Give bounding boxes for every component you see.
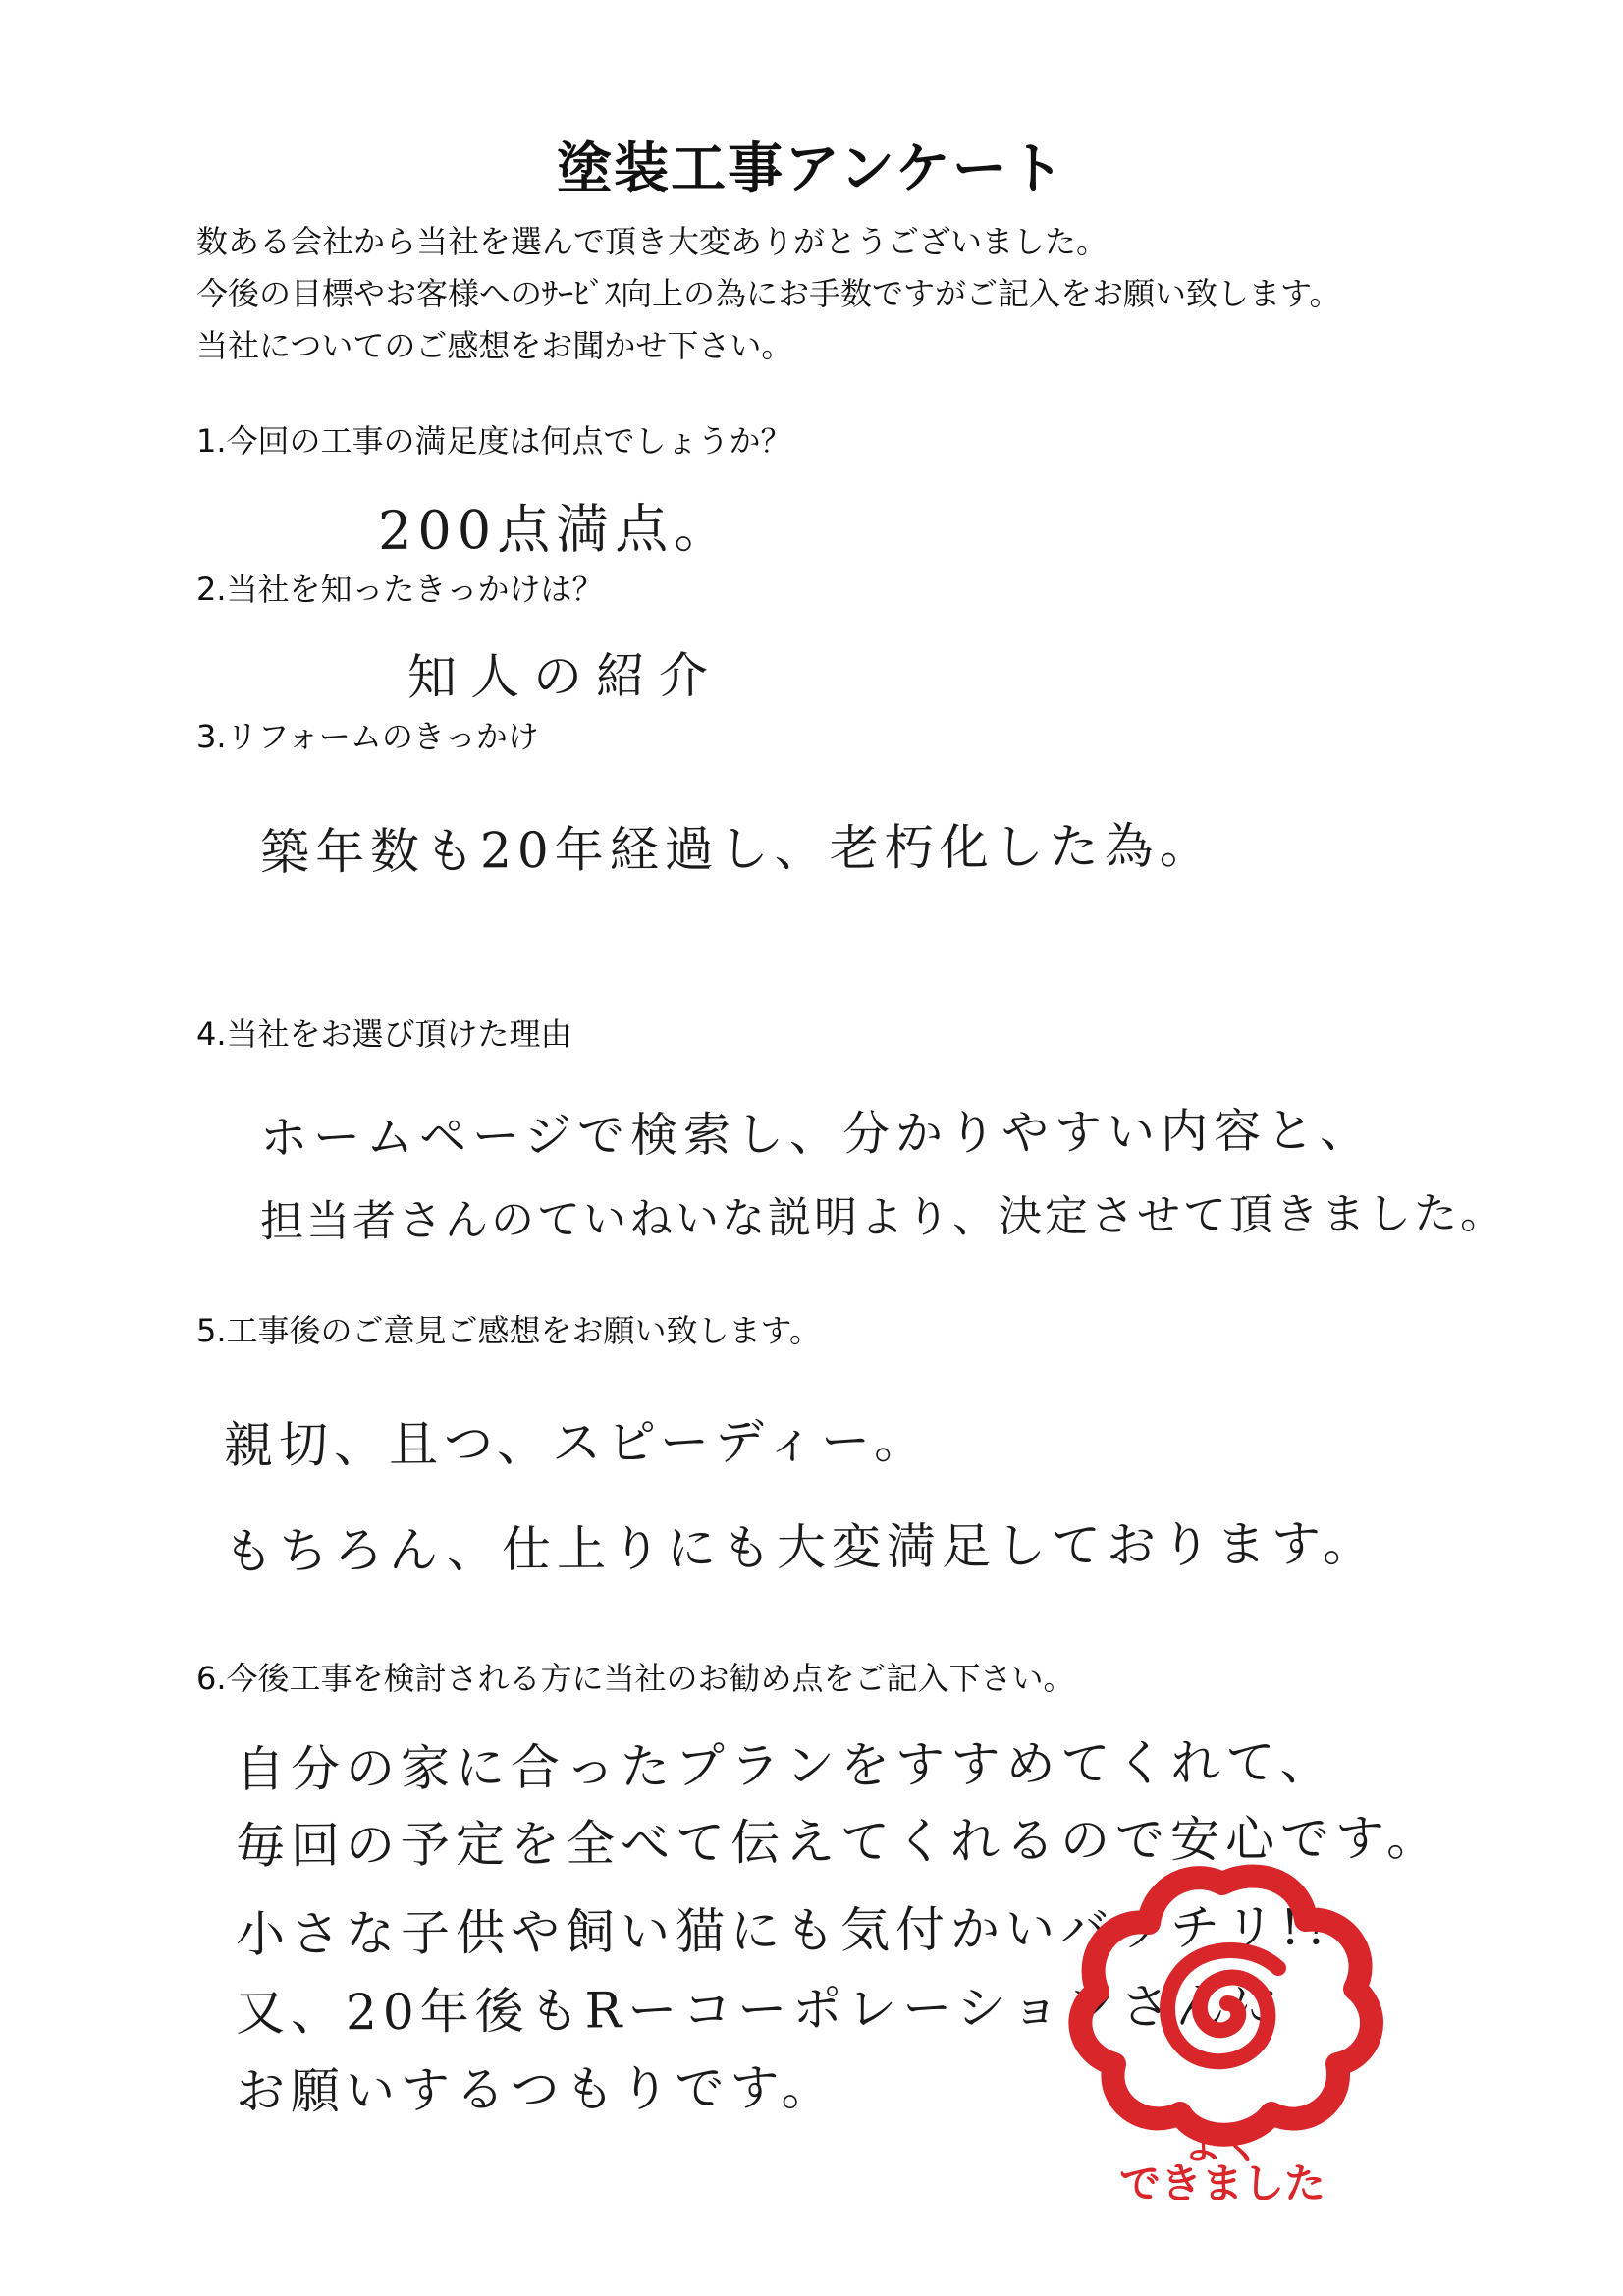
stamp-text-line: できました: [1118, 2159, 1326, 2200]
question-5-label: 5.工事後のご意見ご感想をお願い致します。: [196, 1312, 821, 1349]
question-2-label: 2.当社を知ったきっかけは？: [196, 571, 604, 608]
intro-line: 当社についてのご感想をお聞かせ下さい。: [196, 327, 793, 364]
question-6-answer-line: 又、20年後もRーコーポレーションさんに: [235, 1977, 1286, 2042]
question-6-answer-line: お願いするつもりです。: [235, 2058, 837, 2120]
question-1-answer: 200点満点。: [377, 497, 733, 562]
page-title: 塗装工事アンケート: [557, 137, 1066, 201]
question-4-label: 4.当社をお選び頂けた理由: [196, 1015, 572, 1053]
intro-line: 数ある会社から当社を選んで頂き大変ありがとうございました。: [196, 223, 1109, 260]
question-2-answer: 知人の紹介: [406, 646, 723, 706]
question-6-label: 6.今後工事を検討される方に当社のお勧め点をご記入下さい。: [196, 1660, 1075, 1697]
question-1-label: 1.今回の工事の満足度は何点でしょうか？: [196, 422, 792, 460]
intro-line: 今後の目標やお客様へのｻｰﾋﾞｽ向上の為にお手数ですがご記入をお願い致します。: [196, 275, 1341, 312]
question-3-label: 3.リフォームのきっかけ: [196, 718, 539, 755]
question-4-answer-line: ホームページで検索し、分かりやすい内容と、: [259, 1103, 1374, 1166]
rose-stamp-graphic: [1060, 1846, 1384, 2200]
stamp-text-line: よく: [1183, 2123, 1262, 2168]
question-4-answer-line: 担当者さんのていねいな説明より、決定させて頂きました。: [259, 1188, 1507, 1247]
question-5-answer-line: 親切、且つ、スピーディー。: [223, 1411, 930, 1474]
question-5-answer-line: もちろん、仕上りにも大変満足しております。: [223, 1514, 1379, 1580]
question-6-answer-line: 小さな子供や飼い猫にも気付かいバッチリ!!: [235, 1898, 1332, 1963]
rose-stamp-icon: [1060, 1846, 1384, 2200]
question-3-answer: 築年数も20年経過し、老朽化した為。: [259, 817, 1215, 881]
question-6-answer-line: 自分の家に合ったプランをすすめてくれて、: [235, 1733, 1335, 1798]
intro-text: [196, 216, 1340, 372]
question-6-answer-line: 毎回の予定を全べて伝えてくれるので安心です。: [235, 1809, 1442, 1875]
